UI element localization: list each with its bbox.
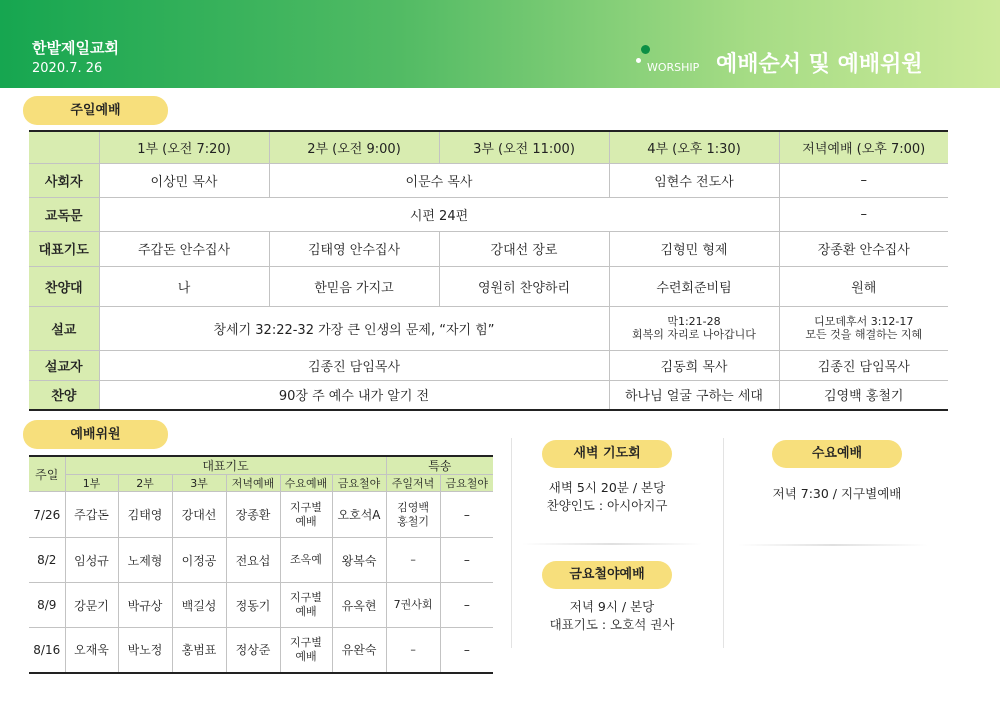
row-label: 설교 (29, 306, 99, 350)
info-line: 찬양인도 : 아시아지구 (546, 498, 668, 513)
table-cell: 하나님 얼굴 구하는 세대 (609, 380, 779, 410)
table-cell (280, 628, 332, 673)
table-cell (386, 492, 440, 538)
cell-line: 지구별 (290, 635, 322, 649)
sermon-title: 회복의 자리로 나아갑니다 (632, 328, 756, 341)
info-line: 저녁 7:30 / 지구별예배 (772, 486, 902, 501)
cell-line: – (410, 553, 416, 566)
date-cell: 8/9 (29, 583, 65, 628)
dawn-prayer-info (522, 479, 692, 515)
page-header (0, 0, 1000, 88)
table-cell: 홍범표 (172, 628, 226, 673)
column-header: 4부 (오후 1:30) (609, 131, 779, 163)
table-cell (280, 538, 332, 583)
date-cell: 8/2 (29, 538, 65, 583)
logo-dot-white (636, 58, 641, 63)
table-cell: 오호석A (332, 492, 386, 538)
table-cell: 김태영 (118, 492, 172, 538)
table-cell: 시편 24편 (99, 197, 779, 231)
table-cell: – (779, 163, 948, 197)
row-label: 사회자 (29, 163, 99, 197)
cell-line: 홍철기 (397, 514, 429, 528)
table-cell (280, 583, 332, 628)
table-cell: 이상민 목사 (99, 163, 269, 197)
table-cell: 김종진 담임목사 (99, 350, 609, 380)
column-header: 1부 (오전 7:20) (99, 131, 269, 163)
column-header: 2부 (오전 9:00) (269, 131, 439, 163)
table-cell: 왕복숙 (332, 538, 386, 583)
cell-line: 지구별 (290, 591, 322, 604)
table-row (29, 266, 948, 306)
table-row (29, 306, 948, 350)
table-header-row (29, 131, 948, 163)
table-cell: 이정공 (172, 538, 226, 583)
table-cell: – (779, 197, 948, 231)
cell-line: 예배 (295, 514, 317, 528)
table-row (29, 628, 493, 673)
bulletin-date: 2020.7. 26 (32, 61, 103, 76)
table-cell: 영원히 찬양하리 (439, 266, 609, 306)
row-label: 교독문 (29, 197, 99, 231)
table-cell (386, 583, 440, 628)
officers-group-header (29, 456, 493, 475)
table-cell: 정동기 (226, 583, 280, 628)
table-cell: 이문수 목사 (269, 163, 609, 197)
sermon-title: 모든 것을 해결하는 지혜 (805, 328, 923, 341)
row-label: 찬양 (29, 380, 99, 410)
table-cell: 김동희 목사 (609, 350, 779, 380)
header-corner (29, 131, 99, 163)
table-cell: 창세기 32:22-32 가장 큰 인생의 문제, “자기 힘” (99, 306, 609, 350)
friday-worship-pill: 금요철야예배 (542, 561, 672, 589)
officers-pill: 예배위원 (23, 420, 168, 449)
table-cell: 김종진 담임목사 (779, 350, 948, 380)
table-cell (280, 492, 332, 538)
sub-header: 수요예배 (280, 475, 332, 492)
table-cell: 오재욱 (65, 628, 118, 673)
table-cell: 정상준 (226, 628, 280, 673)
table-cell: 강대선 장로 (439, 231, 609, 266)
table-cell: 유옥현 (332, 583, 386, 628)
table-cell: 원해 (779, 266, 948, 306)
table-cell: 김형민 형제 (609, 231, 779, 266)
special-song-group-header: 특송 (386, 456, 493, 475)
cell-line: 7권사회 (393, 598, 433, 611)
table-cell: – (440, 628, 493, 673)
cell-line: 조옥예 (290, 553, 322, 566)
friday-worship-info (522, 598, 702, 634)
date-cell: 7/26 (29, 492, 65, 538)
sunday-header: 주일 (29, 456, 65, 492)
sub-header: 저녁예배 (226, 475, 280, 492)
table-row (29, 163, 948, 197)
wednesday-worship-pill: 수요예배 (772, 440, 902, 468)
info-line: 새벽 5시 20분 / 본당 (548, 480, 666, 495)
worship-label: WORSHIP (647, 61, 700, 74)
divider (723, 438, 724, 648)
divider (522, 543, 702, 545)
table-cell: 노제형 (118, 538, 172, 583)
table-cell (609, 306, 779, 350)
table-cell: 나 (99, 266, 269, 306)
cell-line: 김영백 (397, 500, 429, 514)
sub-header: 금요철야 (440, 475, 493, 492)
cell-line: – (410, 642, 416, 656)
table-cell: 주갑돈 (65, 492, 118, 538)
table-row (29, 538, 493, 583)
dawn-prayer-pill: 새벽 기도회 (542, 440, 672, 468)
info-line: 저녁 9시 / 본당 (569, 599, 655, 614)
sub-header: 주일저녁 (386, 475, 440, 492)
date-cell: 8/16 (29, 628, 65, 673)
sub-header: 2부 (118, 475, 172, 492)
row-label: 찬양대 (29, 266, 99, 306)
officers-table (29, 455, 493, 674)
table-cell: 백길성 (172, 583, 226, 628)
table-cell: 강문기 (65, 583, 118, 628)
table-cell: 한믿음 가지고 (269, 266, 439, 306)
divider (738, 544, 928, 546)
table-cell (386, 628, 440, 673)
officers-sub-header (29, 475, 493, 492)
table-cell: 수련회준비팀 (609, 266, 779, 306)
logo-dot-green (641, 45, 650, 54)
table-cell: 김영백 홍철기 (779, 380, 948, 410)
row-label: 설교자 (29, 350, 99, 380)
cell-line: 지구별 (290, 500, 322, 514)
table-row (29, 492, 493, 538)
cell-line: 예배 (295, 605, 317, 618)
table-cell: – (440, 583, 493, 628)
table-cell: 주갑돈 안수집사 (99, 231, 269, 266)
table-row (29, 350, 948, 380)
table-cell: 김태영 안수집사 (269, 231, 439, 266)
prayer-group-header: 대표기도 (65, 456, 386, 475)
sunday-worship-table (29, 130, 948, 411)
table-row (29, 197, 948, 231)
table-row (29, 380, 948, 410)
column-header: 3부 (오전 11:00) (439, 131, 609, 163)
table-row (29, 231, 948, 266)
church-name: 한밭제일교회 (32, 39, 119, 57)
page-title: 예배순서 및 예배위원 (716, 52, 923, 77)
table-cell: – (440, 538, 493, 583)
sub-header: 금요철야 (332, 475, 386, 492)
table-cell: 90장 주 예수 내가 알기 전 (99, 380, 609, 410)
sunday-worship-pill: 주일예배 (23, 96, 168, 125)
table-row (29, 583, 493, 628)
sermon-text: 막1:21-28 (667, 315, 721, 328)
column-header: 저녁예배 (오후 7:00) (779, 131, 948, 163)
table-cell (779, 306, 948, 350)
table-cell: – (440, 492, 493, 538)
table-cell: 장종환 안수집사 (779, 231, 948, 266)
sub-header: 3부 (172, 475, 226, 492)
table-cell: 장종환 (226, 492, 280, 538)
row-label: 대표기도 (29, 231, 99, 266)
table-cell: 전요섭 (226, 538, 280, 583)
divider (511, 438, 512, 648)
cell-line: 예배 (295, 649, 317, 663)
sermon-text: 디모데후서 3:12-17 (814, 315, 914, 328)
table-cell: 유완숙 (332, 628, 386, 673)
table-cell (386, 538, 440, 583)
table-cell: 박노정 (118, 628, 172, 673)
info-line: 대표기도 : 오호석 권사 (549, 617, 675, 632)
table-cell: 박규상 (118, 583, 172, 628)
table-cell: 임성규 (65, 538, 118, 583)
table-cell: 강대선 (172, 492, 226, 538)
sub-header: 1부 (65, 475, 118, 492)
wednesday-worship-info (742, 485, 932, 503)
table-cell: 임현수 전도사 (609, 163, 779, 197)
